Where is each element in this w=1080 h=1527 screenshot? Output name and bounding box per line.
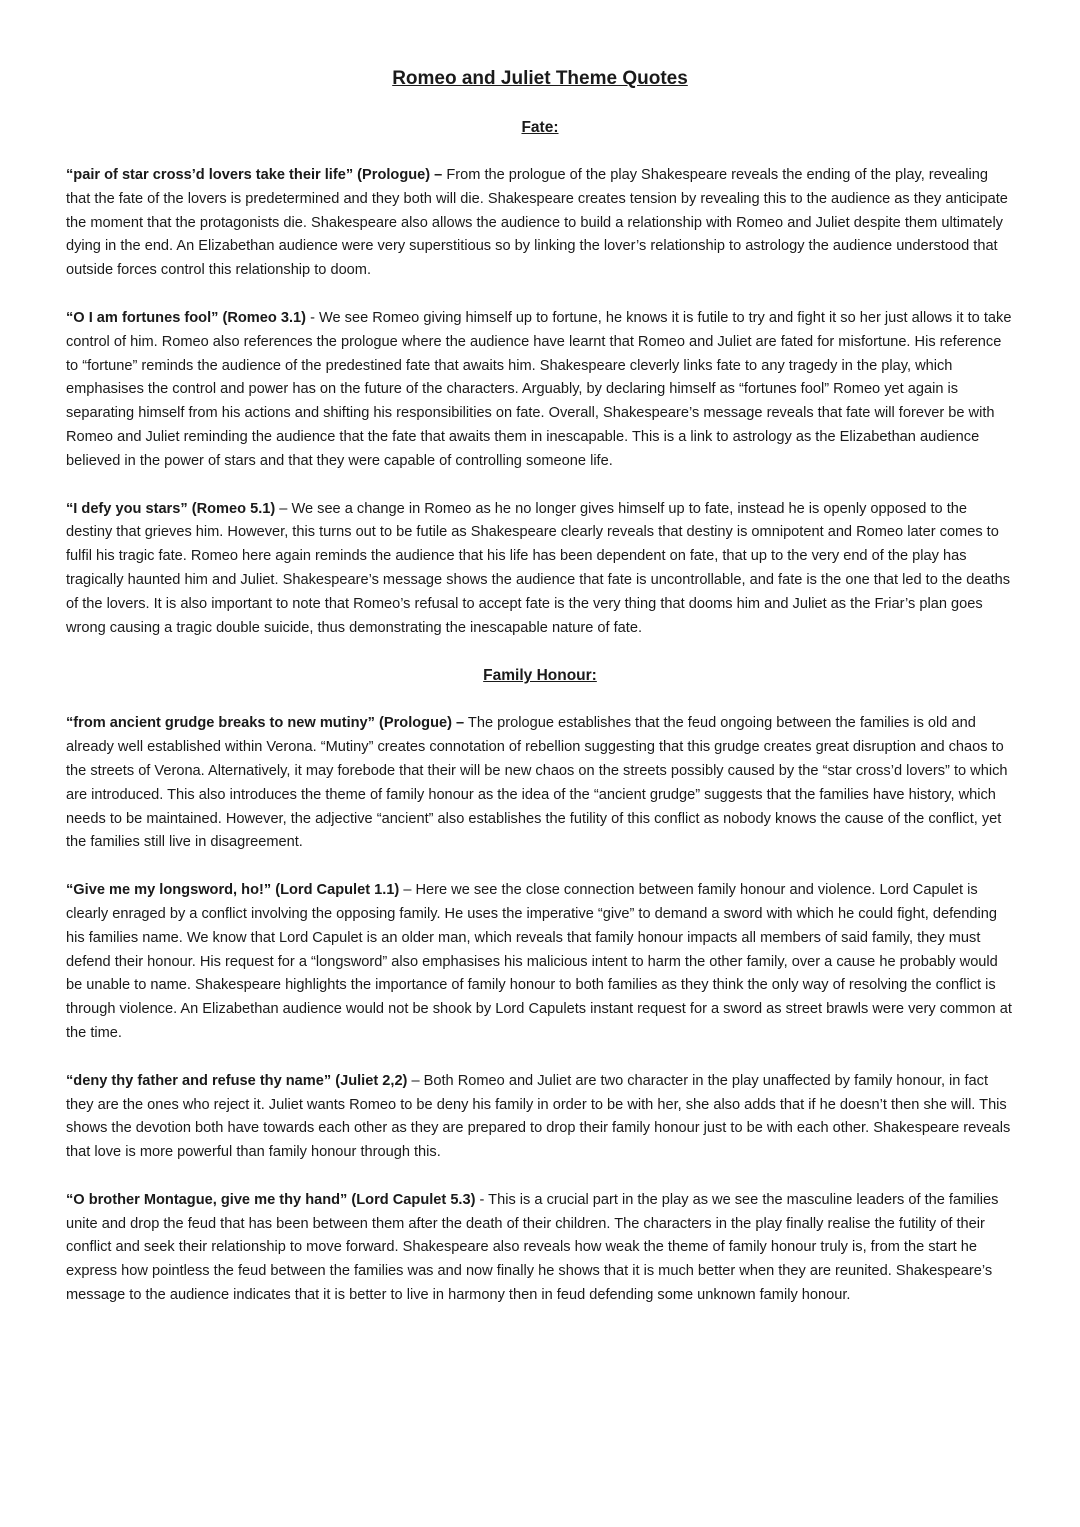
section-heading-fate: Fate: xyxy=(521,119,559,136)
paragraph-brother-montague xyxy=(66,1189,1014,1308)
section-heading-family-honour: Family Honour: xyxy=(483,667,597,685)
quote-label: “O brother Montague, give me thy hand” (Lord Capulet 5.3) xyxy=(66,1191,476,1208)
quote-label: “O I am fortunes fool” (Romeo 3.1) xyxy=(66,309,307,326)
quote-label: “I defy you stars” (Romeo 5.1) xyxy=(66,500,276,517)
paragraph-longsword xyxy=(66,879,1014,1046)
paragraph-deny-thy-father xyxy=(66,1070,1014,1165)
paragraph-defy-you-stars xyxy=(66,498,1014,641)
paragraph-text: - This is a crucial part in the play as we see the masculine leaders of the families unite and drop the feud that has been between them after the death of their children. The characters in the play finally realise the futility of their conflict and seek their relationship to move forward. Shakespeare also reveals how weak the theme of family honour truly is, from the start he express how pointless the feud between the families was and now finally he shows that it is much better when they are reunited. Shakespeare’s message to the audience indicates that it is better to live in harmony then in feud defending some unknown family honour. xyxy=(66,1191,999,1304)
section-family-honour xyxy=(66,665,1014,1308)
paragraph-text: – Here we see the close connection between family honour and violence. Lord Capulet is clearly enraged by a conflict involving the opposing family. He uses the imperative “give” to demand a sword with which he could fight, defending his families name. We know that Lord Capulet is an older man, which reveals that family honour impacts all members of said family, they must defend their honour. His request for a “longsword” also emphasises his malicious intent to harm the other family, over a cause he probably would be unable to name. Shakespeare highlights the importance of family honour to both families as they think the only way of resolving the conflict is through violence. An Elizabethan audience would not be shook by Lord Capulets instant request for a sword as street brawls were very common at the time. xyxy=(66,882,1012,1041)
paragraph-fortunes-fool xyxy=(66,307,1014,474)
paragraph-text: From the prologue of the play Shakespeare reveals the ending of the play, revealing that the fate of the lovers is predetermined and they both will die. Shakespeare creates tension by revealing this to the audience as they anticipate the moment that the protagonists die. Shakespeare also allows the audience to build a relationship with Romeo and Juliet despite them ultimately dying in the end. An Elizabethan audience were very superstitious so by linking the lover’s relationship to astrology the audience understood that outside forces control this relationship to doom. xyxy=(66,167,1008,279)
paragraph-text: – Both Romeo and Juliet are two character in the play unaffected by family honour, in fact they are the ones who reject it. Juliet wants Romeo to be deny his family in order to be with her, she also adds that if he doesn’t then she will. This shows the devotion both have towards each other as they are prepared to drop their family honour just to be with each other. Shakespeare reveals that love is more powerful than family honour through this. xyxy=(66,1072,1011,1161)
paragraph-text: The prologue establishes that the feud ongoing between the families is old and already well established within Verona. “Mutiny” creates connotation of rebellion suggesting that this grudge creates great disruption and chaos to the streets of Verona. Alternatively, it may forebode that their will be new chaos on the streets possibly caused by the “star cross’d lovers” to which are introduced. This also introduces the theme of family honour as the idea of the “ancient grudge” suggests that the families have history, which needs to be maintained. However, the adjective “ancient” also establishes the futility of this conflict as nobody knows the cause of the conflict, yet the families still live in disagreement. xyxy=(66,715,1008,851)
quote-label: “from ancient grudge breaks to new mutiny” (Prologue) – xyxy=(66,715,465,732)
paragraph-text: – We see a change in Romeo as he no longer gives himself up to fate, instead he is openly opposed to the destiny that grieves him. However, this turns out to be futile as Shakespeare clearly reveals that destiny is omnipotent and Romeo later comes to fulfil his tragic fate. Romeo here again reminds the audience that his life has been dependent on fate, that up to the very end of the play has tragically haunted him and Juliet. Shakespeare’s message shows the audience that fate is uncontrollable, and fate is the one that led to the deaths of the lovers. It is also important to note that Romeo’s refusal to accept fate is the very thing that dooms him and Juliet as the Friar’s plan goes wrong causing a tragic double suicide, thus demonstrating the inescapable nature of fate. xyxy=(66,500,1011,636)
paragraph-text: - We see Romeo giving himself up to fortune, he knows it is futile to try and fight it so her just allows it to take control of him. Romeo also references the prologue where the audience have learnt that Romeo and Juliet are fated for misfortune. His reference to “fortune” reminds the audience of the predestined fate that awaits him. Shakespeare cleverly links fate to any tragedy in the play, which emphasises the control and power has on the future of the characters. Arguably, by declaring himself as “fortunes fool” Romeo yet again is separating himself from his actions and shifting his responsibilities on fate. Overall, Shakespeare’s message reveals that fate will forever be with Romeo and Juliet reminding the audience that the fate that awaits them in inescapable. This is a link to astrology as the Elizabethan audience believed in the power of stars and that they were capable of controlling someone life. xyxy=(66,309,1012,469)
paragraph-ancient-grudge xyxy=(66,712,1014,855)
paragraph-star-crossd-lovers xyxy=(66,164,1014,283)
quote-label: “Give me my longsword, ho!” (Lord Capulet 1.1) xyxy=(66,882,400,899)
document-title: Romeo and Juliet Theme Quotes xyxy=(392,68,688,89)
section-fate xyxy=(66,117,1014,640)
quote-label: “pair of star cross’d lovers take their life” (Prologue) – xyxy=(66,167,443,183)
quote-label: “deny thy father and refuse thy name” (Juliet 2,2) xyxy=(66,1072,408,1089)
